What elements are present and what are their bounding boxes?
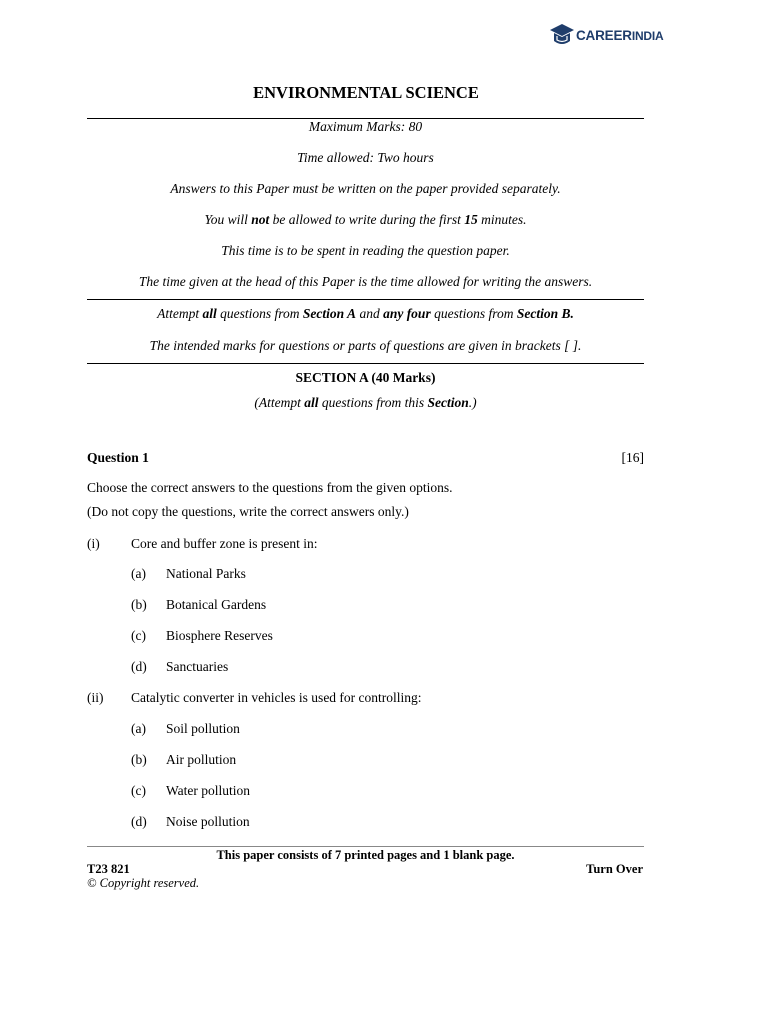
divider: [87, 363, 644, 364]
section-a-sub: (Attempt all questions from this Section.): [254, 395, 477, 410]
option-label: (a): [131, 566, 146, 581]
part-text: Core and buffer zone is present in:: [131, 536, 318, 551]
question-label: Question 1: [87, 450, 149, 465]
part-number: (ii): [87, 690, 104, 705]
reading-note: This time is to be spent in reading the question paper.: [221, 243, 510, 258]
time-allowed: Time allowed: Two hours: [297, 150, 434, 165]
copyright: © Copyright reserved.: [87, 876, 200, 890]
answers-note: Answers to this Paper must be written on the paper provided separately.: [170, 181, 561, 196]
option-label: (b): [131, 597, 147, 612]
graduation-cap-icon: [549, 22, 575, 48]
part-number: (i): [87, 536, 100, 551]
option-text: Water pollution: [166, 783, 251, 798]
logo-text: CAREERINDIA: [576, 27, 664, 43]
turn-over: Turn Over: [586, 862, 643, 876]
page-title: ENVIRONMENTAL SCIENCE: [253, 83, 479, 102]
option-text: Noise pollution: [166, 814, 250, 829]
time-head-note: The time given at the head of this Paper is the time allowed for writing the answers.: [138, 274, 593, 289]
writing-note: You will not be allowed to write during the first 15 minutes.: [204, 212, 527, 227]
option-label: (c): [131, 628, 146, 643]
option-text: National Parks: [166, 566, 246, 581]
pages-note: This paper consists of 7 printed pages and 1 blank page.: [216, 848, 515, 862]
question-intro: Choose the correct answers to the questions from the given options.: [87, 480, 453, 495]
option-text: Biosphere Reserves: [166, 628, 273, 643]
question-marks: [16]: [621, 450, 644, 465]
careerindia-logo: [549, 22, 663, 48]
question-instruction: (Do not copy the questions, write the correct answers only.): [87, 504, 409, 519]
section-a-heading: SECTION A (40 Marks): [295, 370, 436, 385]
option-text: Sanctuaries: [166, 659, 229, 674]
part-text: Catalytic converter in vehicles is used for controlling:: [131, 690, 422, 705]
option-text: Botanical Gardens: [166, 597, 267, 612]
marks-note: The intended marks for questions or parts of questions are given in brackets [ ].: [149, 338, 582, 353]
paper-code: T23 821: [87, 862, 130, 876]
footer-divider: [87, 846, 644, 847]
max-marks: Maximum Marks: 80: [308, 119, 423, 134]
option-text: Air pollution: [166, 752, 237, 767]
option-label: (c): [131, 783, 146, 798]
option-text: Soil pollution: [166, 721, 240, 736]
divider: [87, 299, 644, 300]
attempt-note: Attempt all questions from Section A and any four questions from Section B.: [157, 306, 574, 321]
option-label: (d): [131, 659, 147, 674]
option-label: (d): [131, 814, 147, 829]
option-label: (b): [131, 752, 147, 767]
option-label: (a): [131, 721, 146, 736]
